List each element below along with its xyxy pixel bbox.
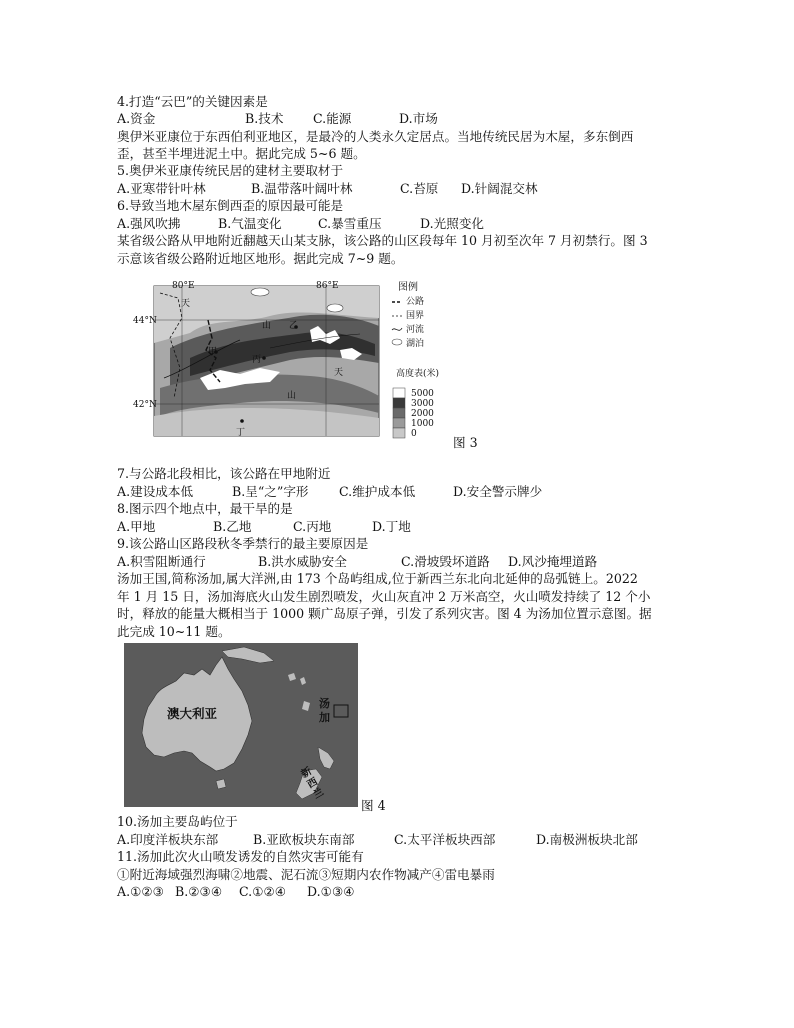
lon-label-80: 80°E <box>172 281 195 291</box>
q6-option-d: D.光照变化 <box>420 216 485 231</box>
q8-option-b: B.乙地 <box>213 519 252 534</box>
q11-option-a: A.①②③ <box>117 884 164 899</box>
q9-option-b: B.洪水威胁安全 <box>258 554 347 569</box>
q9-option-d: D.风沙掩埋道路 <box>508 554 598 569</box>
passage1-line1: 奥伊米亚康位于东西伯利亚地区，是最冷的人类永久定居点。当地传统民居为木屋，多东倒西 <box>117 129 634 144</box>
q7-stem: 7.与公路北段相比，该公路在甲地附近 <box>117 466 331 481</box>
elev-title: 高度表(米) <box>396 369 440 379</box>
q8-stem: 8.图示四个地点中，最干旱的是 <box>117 501 293 516</box>
place-bing: 丙 <box>252 355 262 365</box>
map-label-tian-1: 天 <box>181 299 191 309</box>
lat-label-44: 44°N <box>133 316 157 326</box>
q6-stem: 6.导致当地木屋东倒西歪的原因最可能是 <box>117 198 344 213</box>
elev-0: 0 <box>411 429 417 439</box>
q5-option-d: D.针阔混交林 <box>461 181 538 196</box>
place-ding: 丁 <box>236 428 246 438</box>
map-label-tian-2: 天 <box>334 368 344 378</box>
q6-option-b: B.气温变化 <box>218 216 282 231</box>
q10-option-d: D.南极洲板块北部 <box>536 832 638 847</box>
q6-option-c: C.暴雪重压 <box>318 216 382 231</box>
figure-3-caption: 图 3 <box>453 435 478 450</box>
q7-option-b: B.呈“之”字形 <box>232 484 309 499</box>
elev-2000: 2000 <box>411 409 434 419</box>
legend-title: 图例 <box>398 282 418 293</box>
figure-4-caption: 图 4 <box>361 798 386 813</box>
legend-road: 公路 <box>406 297 425 307</box>
q9-option-a: A.积雪阻断通行 <box>117 554 206 569</box>
q5-option-c: C.苔原 <box>400 181 439 196</box>
place-jia: 甲 <box>208 347 218 357</box>
q8-option-c: C.丙地 <box>293 519 332 534</box>
passage1-line2: 歪，甚至半埋进泥土中。据此完成 5~6 题。 <box>117 146 366 161</box>
legend-border: 国界 <box>406 311 425 321</box>
passage3-line2: 年 1 月 15 日，汤加海底火山发生剧烈喷发，火山灰直冲 2 万米高空，火山喷发持续了 12 个小 <box>117 589 651 604</box>
q8-option-d: D.丁地 <box>372 519 411 534</box>
q11-option-c: C.①②④ <box>239 884 287 899</box>
label-tonga-char-2: 加 <box>319 711 330 724</box>
q5-option-a: A.亚寒带针叶林 <box>117 181 206 196</box>
label-nz-char-1: 新 <box>299 765 314 781</box>
q11-items: ①附近海域强烈海啸②地震、泥石流③短期内农作物减产④雷电暴雨 <box>117 867 495 882</box>
legend-lake: 湖泊 <box>406 339 425 349</box>
q11-stem: 11.汤加此次火山喷发诱发的自然灾害可能有 <box>117 849 364 864</box>
q7-option-d: D.安全警示牌少 <box>453 484 543 499</box>
elev-1000: 1000 <box>411 419 434 429</box>
q5-stem: 5.奥伊米亚康传统民居的建材主要取材于 <box>117 163 344 178</box>
label-nz-char-3: 兰 <box>311 786 326 802</box>
place-yi: 乙 <box>289 321 299 331</box>
label-tonga-char-1: 汤 <box>319 697 330 710</box>
q11-option-b: B.②③④ <box>175 884 223 899</box>
map-label-shan-2: 山 <box>287 391 297 401</box>
q5-option-b: B.温带落叶阔叶林 <box>251 181 353 196</box>
tonga-location-map-image <box>124 643 358 807</box>
q7-option-c: C.维护成本低 <box>339 484 416 499</box>
label-tonga <box>319 697 330 725</box>
q9-stem: 9.该公路山区路段秋冬季禁行的最主要原因是 <box>117 536 369 551</box>
q10-option-a: A.印度洋板块东部 <box>117 832 219 847</box>
q4-option-c: C.能源 <box>313 111 352 126</box>
label-nz-char-2: 西 <box>305 776 320 791</box>
passage3-line1: 汤加王国,简称汤加,属大洋洲,由 173 个岛屿组成,位于新西兰东北向北延伸的岛弧链上。2022 <box>117 571 638 586</box>
passage2-line2: 示意该省级公路附近地区地形。据此完成 7~9 题。 <box>117 251 404 266</box>
q4-option-d: D.市场 <box>399 111 438 126</box>
q9-option-c: C.滑坡毁坏道路 <box>401 554 490 569</box>
q8-option-a: A.甲地 <box>117 519 156 534</box>
lon-label-86: 86°E <box>316 281 339 291</box>
legend-river: 河流 <box>406 325 425 335</box>
q6-option-a: A.强风吹拂 <box>117 216 181 231</box>
q10-option-b: B.亚欧板块东南部 <box>253 832 355 847</box>
label-australia: 澳大利亚 <box>167 706 218 721</box>
elev-5000: 5000 <box>411 389 434 399</box>
passage2-line1: 某省级公路从甲地附近翻越天山某支脉，该公路的山区段每年 10 月初至次年 7 月初禁行。图 3 <box>117 233 648 248</box>
passage3-line4: 此完成 10~11 题。 <box>117 624 231 639</box>
lat-label-42: 42°N <box>133 400 157 410</box>
elev-3000: 3000 <box>411 399 434 409</box>
q4-option-a: A.资金 <box>117 111 156 126</box>
q4-stem: 4.打造“云巴”的关键因素是 <box>117 94 268 109</box>
passage3-line3: 时，释放的能量大概相当于 1000 颗广岛原子弹，引发了系列灾害。图 4 为汤加位置示意图。据 <box>117 606 652 621</box>
q4-option-b: B.技术 <box>245 111 284 126</box>
q7-option-a: A.建设成本低 <box>117 484 194 499</box>
q10-stem: 10.汤加主要岛屿位于 <box>117 814 238 829</box>
map-label-shan-1: 山 <box>262 321 272 331</box>
q10-option-c: C.太平洋板块西部 <box>394 832 496 847</box>
q11-option-d: D.①③④ <box>307 884 355 899</box>
